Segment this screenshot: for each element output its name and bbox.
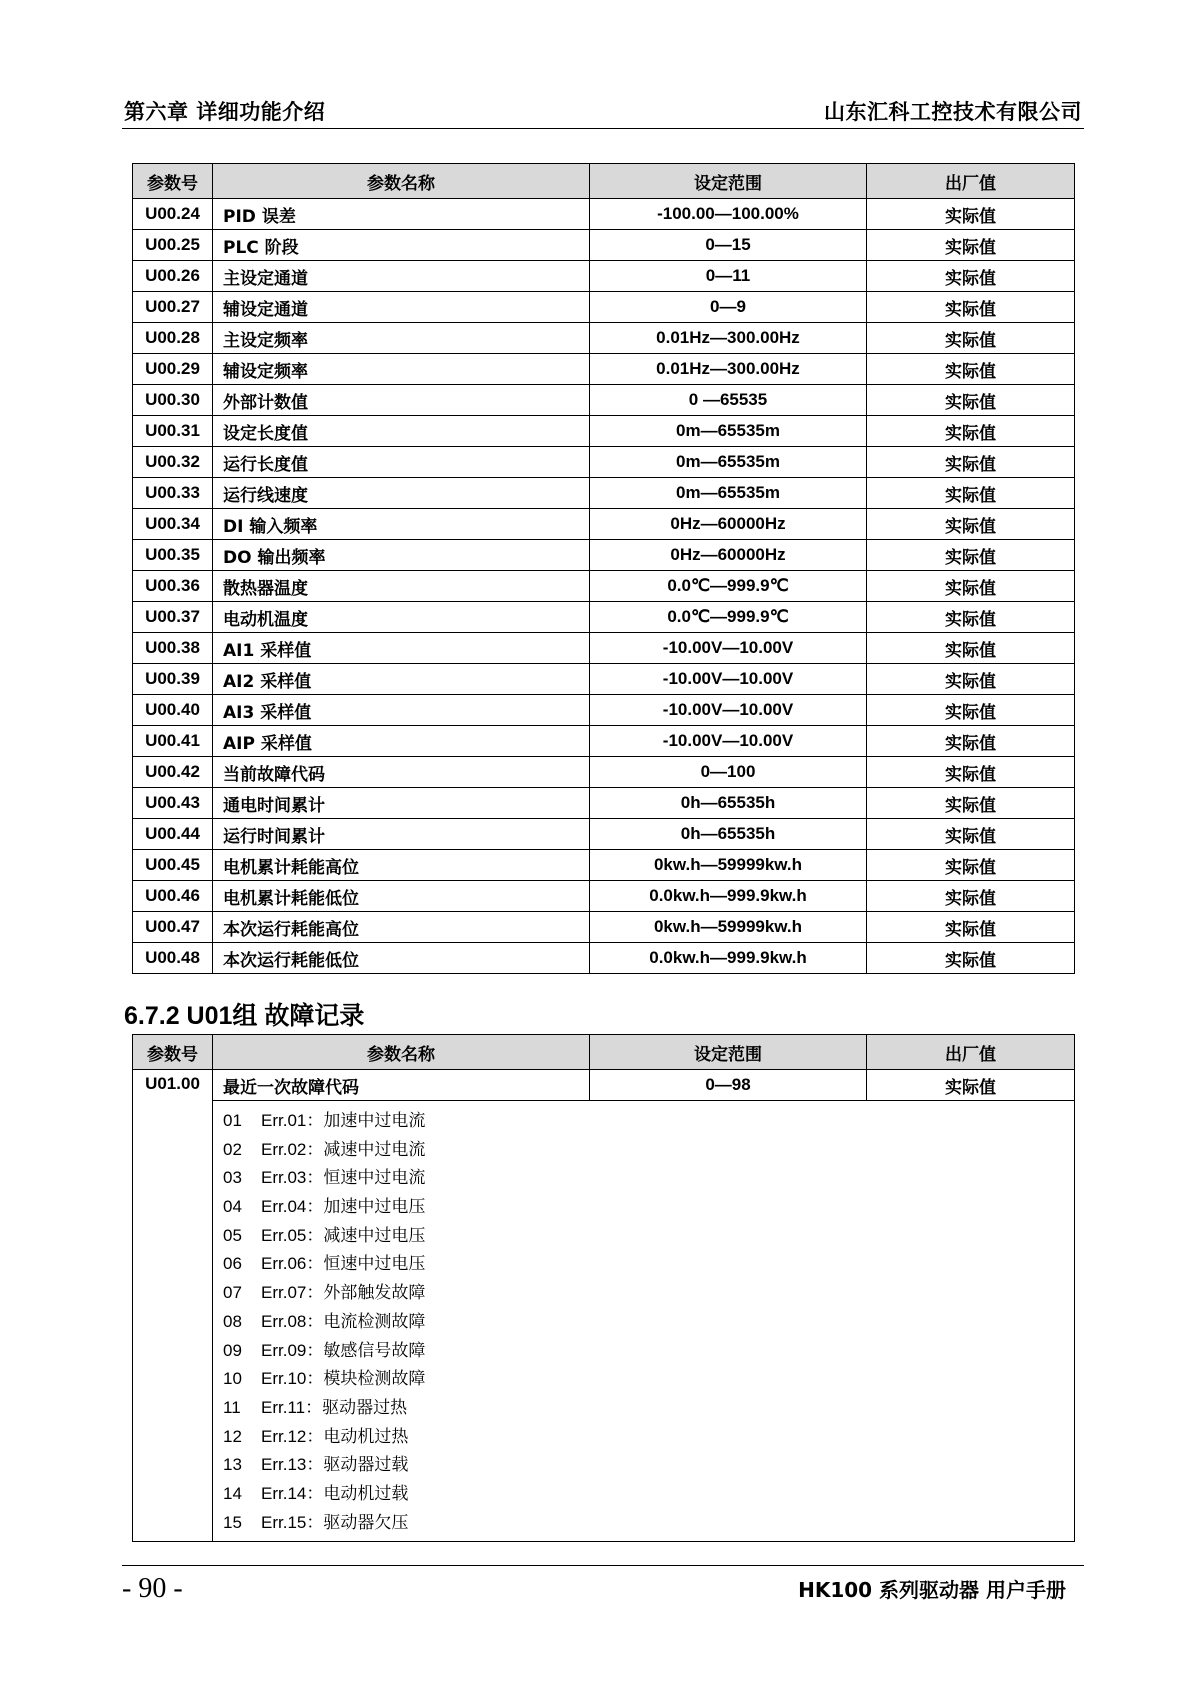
table-row [133,633,1075,664]
param-range: 0h—65535h [590,788,867,819]
error-number: 04 [223,1197,242,1217]
param-factory: 实际值 [867,385,1075,416]
table-row [133,943,1075,974]
param-name: AI2 采样值 [213,664,590,695]
error-description: 驱动器过热 [322,1397,408,1418]
param-name: 本次运行耗能高位 [213,912,590,943]
error-code: Err.01： [261,1111,324,1130]
param-code: U00.38 [133,633,213,664]
footer-manual-title: HK100 系列驱动器 用户手册 [798,1578,1066,1602]
param-code: U00.39 [133,664,213,695]
column-header-code: 参数号 [133,1035,213,1070]
table-row [133,416,1075,447]
column-header-code: 参数号 [133,164,213,199]
param-factory: 实际值 [867,695,1075,726]
error-number: 09 [223,1340,242,1360]
error-number: 11 [223,1397,241,1417]
param-range: 0.0℃—999.9℃ [590,602,867,633]
param-factory: 实际值 [867,633,1075,664]
param-range: 0—9 [590,292,867,323]
error-code: Err.07： [261,1283,324,1303]
error-code: Err.15： [261,1512,324,1532]
error-code: Err.13： [261,1455,324,1475]
param-factory: 实际值 [867,540,1075,571]
param-factory: 实际值 [867,571,1075,602]
param-factory: 实际值 [867,912,1075,943]
error-number: 06 [223,1254,242,1274]
param-name: 设定长度值 [213,416,590,447]
error-number: 14 [223,1483,242,1503]
error-code: Err.14： [261,1483,324,1503]
param-range: 0—15 [590,230,867,261]
param-factory: 实际值 [867,323,1075,354]
table-row [133,695,1075,726]
param-code: U00.46 [133,881,213,912]
table-row [133,478,1075,509]
error-description: 恒速中过电压 [323,1254,426,1275]
param-range: -10.00V—10.00V [590,633,867,664]
param-code: U00.34 [133,509,213,540]
error-description: 外部触发故障 [323,1283,426,1304]
param-name: AI3 采样值 [213,695,590,726]
param-factory: 实际值 [867,416,1075,447]
error-description: 驱动器欠压 [323,1512,409,1533]
column-header-factory: 出厂值 [867,164,1075,199]
param-name: DO 输出频率 [213,540,590,571]
list-item [223,1337,1074,1366]
error-number: 05 [223,1225,242,1245]
param-code: U00.44 [133,819,213,850]
param-range: 0kw.h—59999kw.h [590,850,867,881]
table-row [133,757,1075,788]
header-divider [122,128,1084,129]
list-item [223,1279,1074,1308]
list-item [223,1107,1074,1136]
param-code: U00.30 [133,385,213,416]
param-factory: 实际值 [867,1070,1075,1101]
param-code: U00.28 [133,323,213,354]
list-item [223,1394,1074,1423]
param-name: 外部计数值 [213,385,590,416]
param-code: U00.35 [133,540,213,571]
param-code: U00.41 [133,726,213,757]
error-description: 减速中过电压 [323,1225,426,1246]
param-code: U00.31 [133,416,213,447]
param-code: U00.26 [133,261,213,292]
table-row [133,788,1075,819]
param-code: U00.25 [133,230,213,261]
header-chapter-title: 第六章 详细功能介绍 [124,100,326,124]
table-row [133,230,1075,261]
param-factory: 实际值 [867,230,1075,261]
param-range: 0m—65535m [590,478,867,509]
param-name: AIP 采样值 [213,726,590,757]
table-row [133,447,1075,478]
list-item [223,1222,1074,1251]
param-range: 0.0kw.h—999.9kw.h [590,943,867,974]
param-range: 0Hz—60000Hz [590,540,867,571]
error-description: 敏感信号故障 [323,1340,426,1361]
error-list-row [133,1101,1075,1542]
param-range: 0kw.h—59999kw.h [590,912,867,943]
param-name: 辅设定频率 [213,354,590,385]
list-item [223,1451,1074,1480]
param-range: 0h—65535h [590,819,867,850]
param-range: -10.00V—10.00V [590,726,867,757]
list-item [223,1308,1074,1337]
error-code: Err.09： [261,1340,324,1360]
param-range: 0m—65535m [590,447,867,478]
error-code: Err.08： [261,1311,324,1331]
list-item [223,1509,1074,1538]
param-factory: 实际值 [867,850,1075,881]
param-factory: 实际值 [867,478,1075,509]
parameter-table-u00 [132,163,1075,974]
param-name: 当前故障代码 [213,757,590,788]
param-range: 0—11 [590,261,867,292]
param-range: 0.0℃—999.9℃ [590,571,867,602]
param-code: U00.40 [133,695,213,726]
param-factory: 实际值 [867,664,1075,695]
error-description: 恒速中过电流 [323,1168,426,1189]
column-header-name: 参数名称 [213,1035,590,1070]
list-item [223,1193,1074,1222]
table-row [133,726,1075,757]
param-factory: 实际值 [867,819,1075,850]
table-row [133,1070,1075,1101]
param-name: 散热器温度 [213,571,590,602]
param-code: U00.36 [133,571,213,602]
param-name: 辅设定通道 [213,292,590,323]
param-factory: 实际值 [867,726,1075,757]
param-code: U00.37 [133,602,213,633]
param-range: -10.00V—10.00V [590,695,867,726]
error-description: 加速中过电压 [323,1197,426,1218]
error-number: 13 [223,1455,242,1475]
error-code-list [213,1101,1075,1542]
error-number: 02 [223,1139,242,1159]
error-number: 03 [223,1168,242,1188]
param-factory: 实际值 [867,199,1075,230]
error-code: Err.05： [261,1225,324,1245]
column-header-factory: 出厂值 [867,1035,1075,1070]
param-range: -10.00V—10.00V [590,664,867,695]
param-range: 0 —65535 [590,385,867,416]
param-name: 电机累计耗能高位 [213,850,590,881]
param-factory: 实际值 [867,261,1075,292]
table-row [133,354,1075,385]
param-range: -100.00—100.00% [590,199,867,230]
error-description: 电动机过载 [323,1483,409,1504]
param-name: 主设定频率 [213,323,590,354]
error-number: 07 [223,1283,242,1303]
error-number: 08 [223,1311,242,1331]
error-number: 10 [223,1369,242,1389]
table-row [133,540,1075,571]
param-factory: 实际值 [867,881,1075,912]
error-number: 12 [223,1426,242,1446]
param-code: U00.33 [133,478,213,509]
column-header-name: 参数名称 [213,164,590,199]
error-description: 驱动器过载 [323,1455,409,1476]
table-row [133,664,1075,695]
param-name: 电动机温度 [213,602,590,633]
param-range: 0—98 [590,1070,867,1101]
error-description: 电动机过热 [323,1426,409,1447]
param-code: U00.42 [133,757,213,788]
list-item [223,1365,1074,1394]
param-code: U00.29 [133,354,213,385]
table-row [133,323,1075,354]
table-header-row [133,1035,1075,1070]
table-row [133,509,1075,540]
param-factory: 实际值 [867,354,1075,385]
table-row [133,850,1075,881]
error-description: 模块检测故障 [323,1369,426,1390]
error-number: 01 [223,1111,242,1130]
error-description: 电流检测故障 [323,1311,426,1332]
param-code: U01.00 [133,1070,213,1542]
param-factory: 实际值 [867,292,1075,323]
table-row [133,881,1075,912]
table-row [133,571,1075,602]
param-range: 0.01Hz—300.00Hz [590,323,867,354]
error-code: Err.11： [261,1397,323,1417]
error-code: Err.10： [261,1369,324,1389]
list-item [223,1480,1074,1509]
page-number: - 90 - [122,1573,183,1604]
error-description: 减速中过电流 [323,1139,426,1160]
error-code: Err.06： [261,1254,324,1274]
list-item [223,1250,1074,1279]
param-factory: 实际值 [867,757,1075,788]
column-header-range: 设定范围 [590,1035,867,1070]
param-name: 通电时间累计 [213,788,590,819]
param-code: U00.45 [133,850,213,881]
table-row [133,385,1075,416]
list-item [223,1164,1074,1193]
error-code: Err.04： [261,1197,324,1217]
param-name: DI 输入频率 [213,509,590,540]
table-row [133,261,1075,292]
param-factory: 实际值 [867,943,1075,974]
param-factory: 实际值 [867,447,1075,478]
param-range: 0.01Hz—300.00Hz [590,354,867,385]
param-code: U00.32 [133,447,213,478]
error-number: 15 [223,1512,242,1532]
table-row [133,602,1075,633]
header-company-name: 山东汇科工控技术有限公司 [824,100,1082,124]
list-item [223,1423,1074,1452]
param-code: U00.43 [133,788,213,819]
param-name: PLC 阶段 [213,230,590,261]
param-name: 电机累计耗能低位 [213,881,590,912]
param-name: 运行线速度 [213,478,590,509]
param-name: PID 误差 [213,199,590,230]
param-code: U00.27 [133,292,213,323]
param-code: U00.47 [133,912,213,943]
error-code: Err.03： [261,1168,324,1188]
column-header-range: 设定范围 [590,164,867,199]
param-code: U00.24 [133,199,213,230]
param-range: 0.0kw.h—999.9kw.h [590,881,867,912]
param-name: 运行长度值 [213,447,590,478]
param-factory: 实际值 [867,509,1075,540]
table-header-row [133,164,1075,199]
table-row [133,819,1075,850]
param-name: 主设定通道 [213,261,590,292]
error-description: 加速中过电流 [323,1111,426,1131]
param-range: 0Hz—60000Hz [590,509,867,540]
param-name: 运行时间累计 [213,819,590,850]
param-code: U00.48 [133,943,213,974]
footer-divider [122,1565,1084,1566]
error-code: Err.12： [261,1426,324,1446]
parameter-table-u01 [132,1034,1075,1542]
list-item [223,1136,1074,1165]
param-name: 本次运行耗能低位 [213,943,590,974]
table-row [133,292,1075,323]
param-factory: 实际值 [867,602,1075,633]
table-row [133,912,1075,943]
section-title: 6.7.2 U01组 故障记录 [124,1002,365,1030]
table-row [133,199,1075,230]
param-range: 0m—65535m [590,416,867,447]
param-factory: 实际值 [867,788,1075,819]
param-name: 最近一次故障代码 [213,1070,590,1101]
param-name: AI1 采样值 [213,633,590,664]
param-range: 0—100 [590,757,867,788]
error-code: Err.02： [261,1139,324,1159]
